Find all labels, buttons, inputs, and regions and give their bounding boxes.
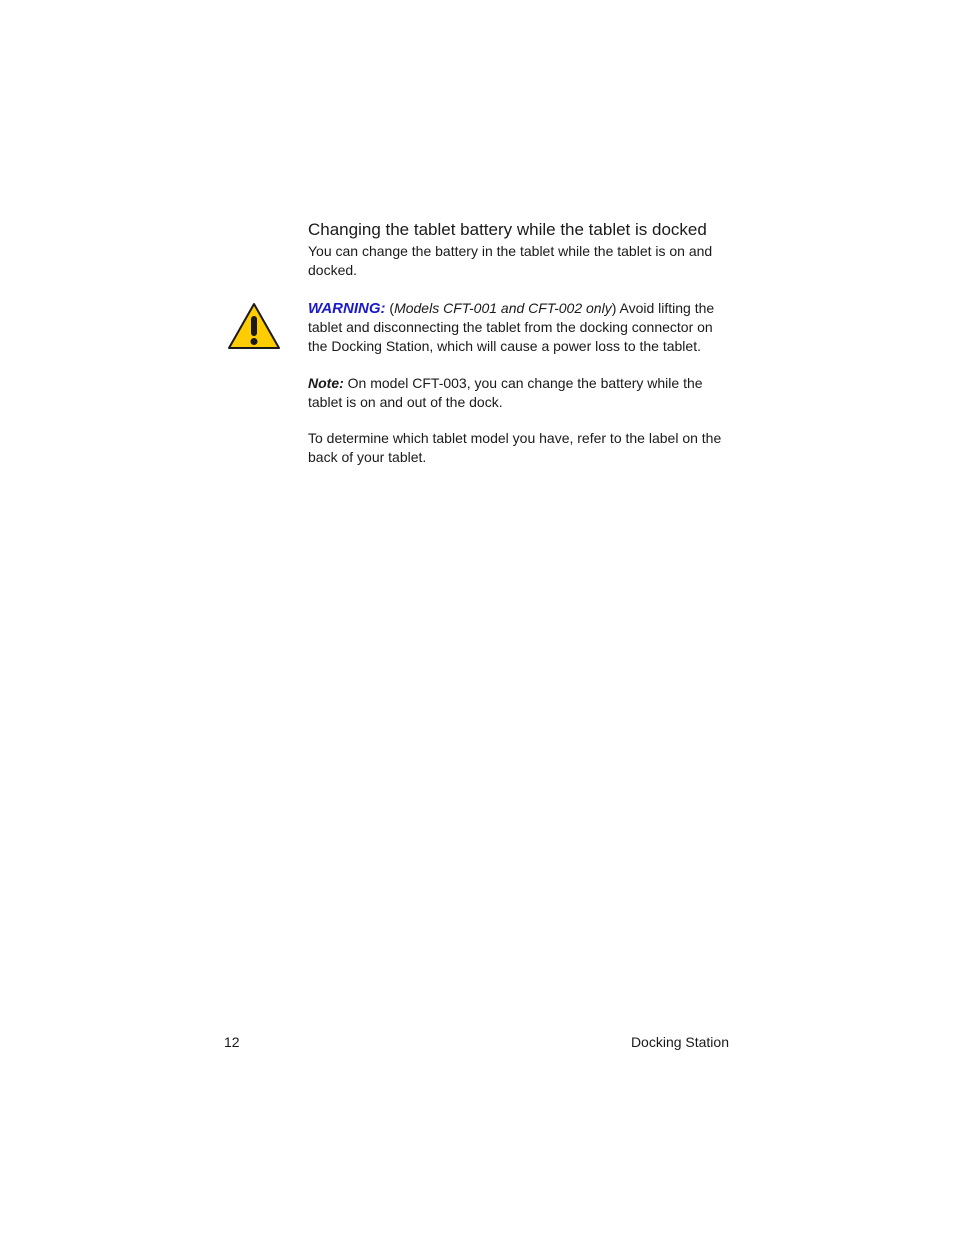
warning-open-paren: (: [385, 300, 395, 316]
warning-paragraph: [308, 299, 733, 356]
note-paragraph: [308, 374, 733, 412]
warning-triangle-icon: [227, 302, 281, 350]
determine-paragraph: To determine which tablet model you have, refer to the label on the back of your tablet.: [308, 430, 722, 465]
footer-section-name: Docking Station: [630, 1034, 729, 1050]
warning-text: ) Avoid lifting the tablet and disconnecting the tablet from the docking connector on the Docking Station, which will cause a power loss to the tablet.: [308, 300, 715, 354]
document-body: [308, 218, 733, 467]
note-label: Note:: [308, 375, 344, 391]
note-text: On model CFT-003, you can change the battery while the tablet is on and out of the dock.: [308, 375, 703, 410]
section-title: Changing the tablet battery while the tablet is docked: [308, 220, 707, 239]
page-number: 12: [224, 1034, 240, 1050]
intro-paragraph: You can change the battery in the tablet while the tablet is on and docked.: [308, 243, 713, 278]
warning-label: WARNING:: [308, 300, 386, 317]
warning-models: Models CFT-001 and CFT-002 only: [394, 300, 612, 316]
